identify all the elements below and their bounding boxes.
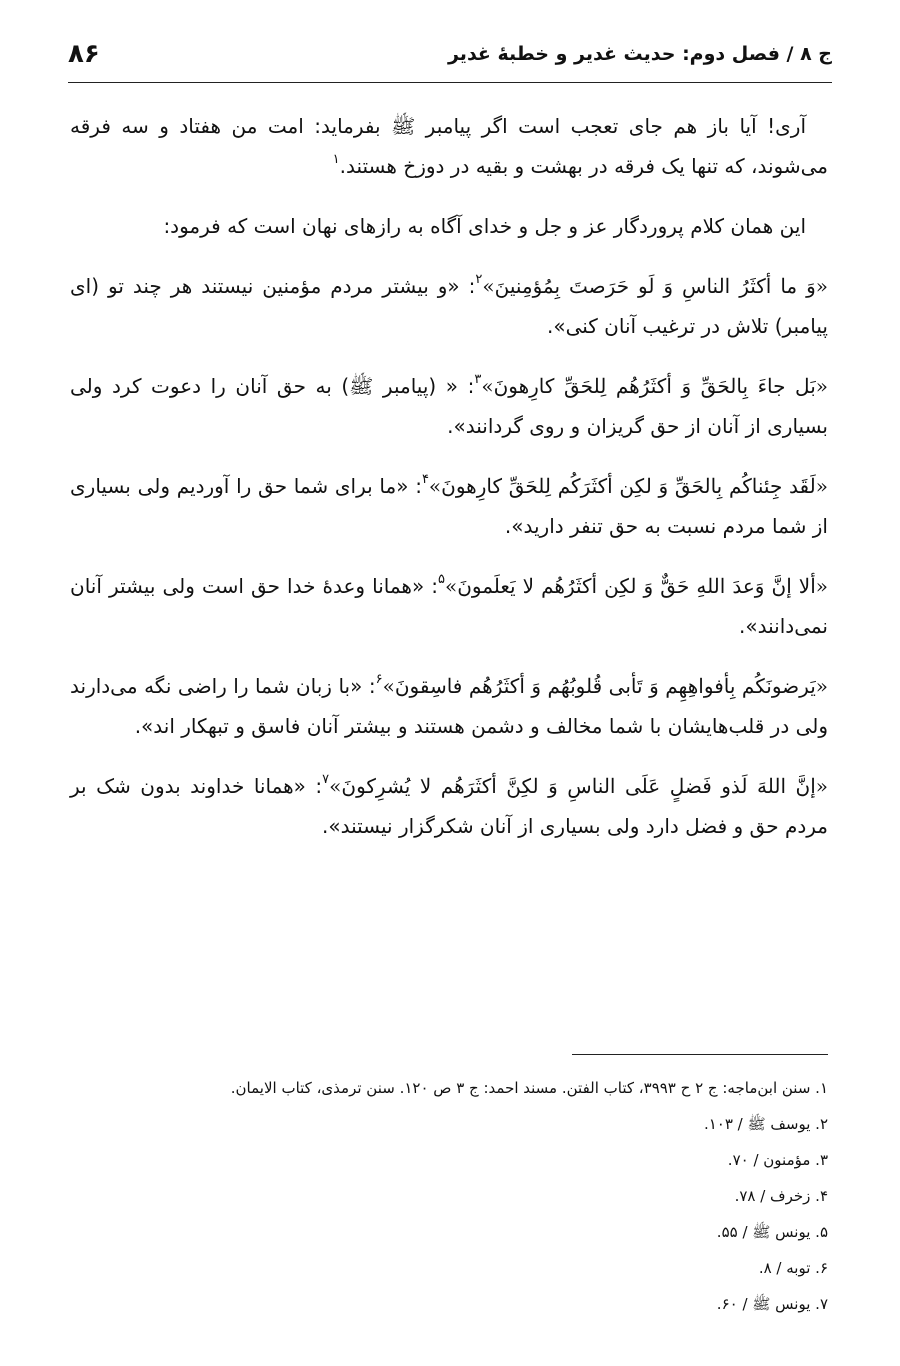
footnote-marker: ۶ [375,672,383,688]
verse-translation: : «همانا خداوند بدون شک بر مردم حق و فضل دارد ولی بسیاری از آنان شکرگزار نیستند». [70,774,828,838]
paragraph-text: این همان کلام پروردگار عز و جل و خدای آگاه به رازهای نهان است که فرمود: [163,214,806,238]
footnote-marker: ۵ [437,572,445,588]
quran-verse: «یَرضونَکُم بِأفواهِهِم وَ تَأبی قُلوبُهُم وَ أکثَرُهُم فاسِقونَ» [382,674,828,698]
verse-paragraph-6 [70,766,828,846]
footnotes-list [70,1070,828,1322]
quran-verse: «إنَّ اللهَ لَذو فَضلٍ عَلَی الناسِ وَ لکِنَّ أکثَرَهُم لا یُشرِکونَ» [329,774,828,798]
paragraph-2 [70,206,828,246]
verse-translation: : «ما برای شما حق را آوردیم ولی بسیاری از شما مردم نسبت به حق تنفر دارید». [70,474,828,538]
header-title: ج ۸ / فصل دوم: حدیث غدیر و خطبهٔ غدیر [447,43,832,65]
footnote-item: ٣. مؤمنون / ٧٠. [727,1151,828,1169]
verse-paragraph-5 [70,666,828,746]
verse-paragraph-3 [70,466,828,546]
verse-translation: : «همانا وعدهٔ خدا حق است ولی بیشتر آنان نمی‌دانند». [70,574,828,638]
paragraph-text: آری! آیا باز هم جای تعجب است اگر پیامبر ﷺ بفرماید: امت من هفتاد و سه فرقه می‌شوند، که تنها یک فرقه در بهشت و بقیه در دوزخ هستند. [70,114,828,178]
footnote-item: ٧. یونس ﷺ / ۶٠. [716,1295,828,1313]
footnote-item: ۴. زخرف / ٧٨. [734,1187,828,1205]
verse-translation: : «با زبان شما را راضی نگه می‌دارند ولی در قلب‌هایشان با شما مخالف و دشمن هستند و بیشتر آنان فاسق و تبهکار اند». [70,674,828,738]
footnote-marker: ۴ [421,472,429,488]
footnote-item: ٢. یوسف ﷺ / ١٠٣. [703,1115,828,1133]
footnote-marker: ٣ [474,372,482,388]
quran-verse: «ألا إنَّ وَعدَ اللهِ حَقٌّ وَ لکِن أکثَرُهُم لا یَعلَمونَ» [444,574,828,598]
verse-paragraph-2 [70,366,828,446]
quran-verse: «بَل جاءَ بِالحَقِّ وَ أکثَرُهُم لِلحَقِّ کارِهونَ» [481,374,828,398]
verse-paragraph-4 [70,566,828,646]
footnote-marker: ٧ [322,772,330,788]
footnote-item: ۵. یونس ﷺ / ۵۵. [716,1223,828,1241]
verse-translation: : «و بیشتر مردم مؤمنین نیستند هر چند تو (ای پیامبر) تلاش در ترغیب آنان کنی». [70,274,828,338]
footnote-marker: ١ [332,152,340,168]
footnote-rule [572,1054,828,1055]
running-header [68,30,832,78]
footnote-item: ۶. توبه / ٨. [758,1259,828,1277]
footnote-item: ١. سنن ابن‌ماجه: ج ٢ ح ٣٩٩٣، کتاب الفتن. مسند احمد: ج ٣ ص ١٢٠. سنن ترمذی، کتاب الایمان. [230,1079,828,1097]
paragraph-1 [70,106,828,186]
verse-paragraph-1 [70,266,828,346]
verse-translation: : « (پیامبر ﷺ) به حق آنان را دعوت کرد ولی بسیاری از آنان از حق گریزان و روی گردانند». [70,374,828,438]
header-rule [68,82,832,83]
quran-verse: «وَ ما أکثَرُ الناسِ وَ لَو حَرَصتَ بِمُؤمِنینَ» [482,274,828,298]
quran-verse: «لَقَد جِئناکُم بِالحَقِّ وَ لکِن أکثَرَکُم لِلحَقِّ کارِهونَ» [428,474,828,498]
body-text [70,106,828,866]
page-number: ۸۶ [68,39,100,69]
footnote-marker: ٢ [475,272,483,288]
